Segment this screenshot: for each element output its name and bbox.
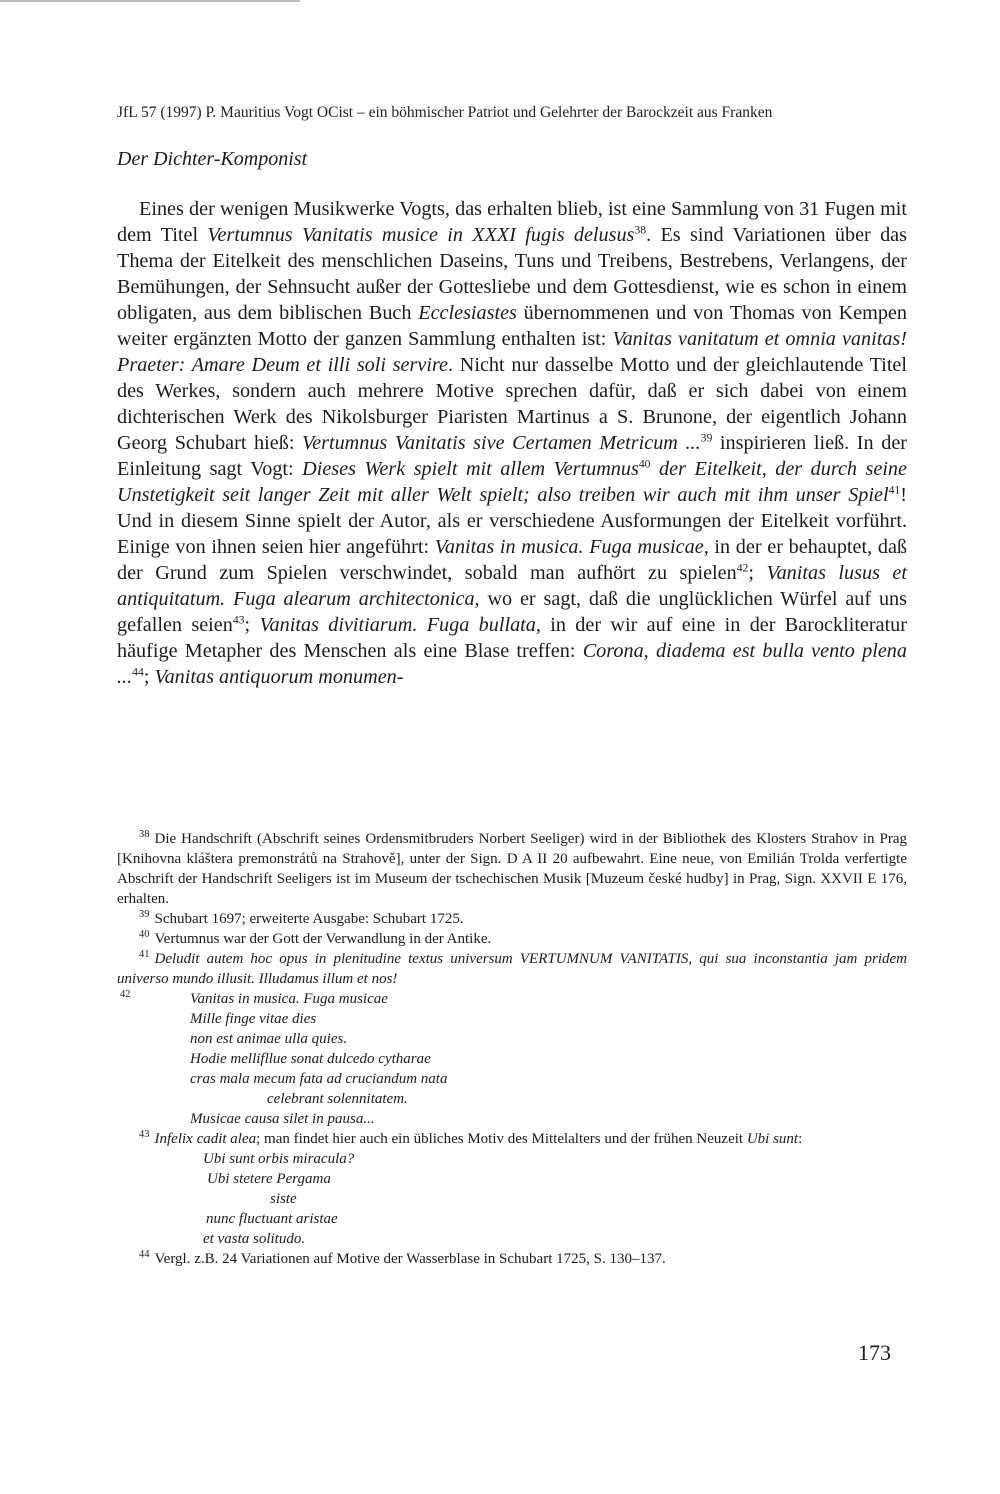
verse-line: Musicae causa silet in pausa... xyxy=(190,1111,375,1127)
body-span: ! Und in diesem Sinne spielt der Autor, als er verschiedene Ausformungen der Eitelkeit vorführt. Einige von ihnen seien hier angeführt: xyxy=(117,484,907,558)
body-span: . Es sind Variationen über das Thema der Eitelkeit des menschlichen Daseins, Tuns und Treibens, Bestrebens, Verlangens, der Bemühungen, der Sehnsucht außer der Gottesliebe und dem Gottesdienst, wie es schon in einem obligaten, aus dem biblischen Buch xyxy=(117,224,907,324)
body-span: , wo er sagt, daß die unglücklichen Würfel auf uns gefallen seien xyxy=(117,588,907,636)
footnote-number: 38 xyxy=(139,829,150,840)
quote: der Eitelkeit, der durch seine Unstetigkeit seit langer Zeit mit aller Welt spielt; also treiben wir auch mit ihm unser Spiel xyxy=(117,458,907,506)
footnote-text: ; man findet hier auch ein übliches Motiv des Mittelalters und der frühen Neuzeit xyxy=(256,1131,747,1147)
body-span: ; xyxy=(244,614,260,636)
verse-line: Hodie mellifllue sonat dulcedo cytharae xyxy=(190,1051,431,1067)
footnote-ref-42[interactable]: 42 xyxy=(736,561,749,575)
body-span: übernommenen und von Thomas von Kempen weiter ergänzten Motto der ganzen Sammlung enthalten ist: xyxy=(117,302,907,350)
verse-line: celebrant solennitatem. xyxy=(267,1091,408,1107)
footnote-text: Vertumnus war der Gott der Verwandlung in der Antike. xyxy=(154,931,492,947)
footnote-text: Deludit autem hoc opus in plenitudine textus universum VERTUMNUM VANITATIS, qui sua inconstantia jam pridem universo mundo illusit. Illudamus illum et nos! xyxy=(117,951,907,987)
footnote-text: Vergl. z.B. 24 Variationen auf Motive der Wasserblase in Schubart 1725, S. 130–137. xyxy=(154,1251,666,1267)
body-span: Eines der wenigen Musikwerke Vogts, das erhalten blieb, ist eine Sammlung von 31 Fugen mit dem Titel xyxy=(117,198,907,246)
verse-line: Ubi sunt orbis miracula? xyxy=(203,1151,355,1167)
footnote-43 xyxy=(117,1129,907,1149)
footnote-quote: Ubi sunt xyxy=(746,1131,799,1147)
footnote-number: 41 xyxy=(139,949,150,960)
footnote-number: 40 xyxy=(139,929,150,940)
footnote-text: : xyxy=(798,1131,803,1147)
footnote-42 xyxy=(117,989,907,1129)
verse-line: cras mala mecum fata ad cruciandum nata xyxy=(190,1071,448,1087)
footnote-number: 44 xyxy=(139,1249,150,1260)
verse-line: et vasta solitudo. xyxy=(203,1231,306,1247)
motto-quote: Vanitas vanitatum et omnia vanitas! Praeter: Amare Deum et illi soli servire xyxy=(117,328,907,376)
work-title: Vertumnus Vanitatis sive Certamen Metricum ... xyxy=(302,432,701,454)
footnotes xyxy=(117,829,907,1269)
fugue-title: Vanitas antiquorum monumen- xyxy=(154,666,404,688)
quote: Dieses Werk spielt mit allem Vertumnus xyxy=(302,458,639,480)
verse-line: Mille finge vitae dies xyxy=(190,1011,317,1027)
section-title: Der Dichter-Komponist xyxy=(117,148,308,170)
work-title: Vertumnus Vanitatis musice in XXXI fugis delusus xyxy=(207,224,635,246)
fugue-title: Vanitas lusus et antiquitatum. Fuga alearum architectonica xyxy=(117,562,907,610)
footnote-quote: Infelix cadit alea xyxy=(154,1131,257,1147)
verse-line: non est animae ulla quies. xyxy=(190,1031,348,1047)
body-span: ; xyxy=(748,562,767,584)
footnote-41 xyxy=(117,949,907,989)
fugue-title: Vanitas divitiarum. Fuga bullata xyxy=(259,614,536,636)
body-span: . Nicht nur dasselbe Motto und der gleichlautende Titel des Werkes, sondern auch mehrere Motive sprechen dafür, daß er sich dabei von einem dichterischen Werk des Nikolsburger Piaristen Martinus a S. Brunone, der eigentlich Johann Georg Schubart hieß: xyxy=(117,354,907,454)
body-span: inspirieren ließ. In der Einleitung sagt Vogt: xyxy=(117,432,908,480)
footnote-ref-38[interactable]: 38 xyxy=(634,223,647,237)
footnote-ref-43[interactable]: 43 xyxy=(232,613,245,627)
verse-line: Vanitas in musica. Fuga musicae xyxy=(190,991,388,1007)
verse-line: nunc fluctuant aristae xyxy=(206,1211,338,1227)
top-edge-rule xyxy=(0,0,300,2)
body-text xyxy=(117,196,907,690)
footnote-ref-44[interactable]: 44 xyxy=(132,665,144,679)
body-span: , in der er behauptet, daß der Grund zum Spielen verschwindet, sobald man aufhört zu spielen xyxy=(117,536,907,584)
quote: Corona, diadema est bulla vento plena ... xyxy=(117,640,907,688)
running-head: JfL 57 (1997) P. Mauritius Vogt OCist – ein böhmischer Patriot und Gelehrter der Barockzeit aus Franken xyxy=(117,104,773,121)
footnote-38 xyxy=(117,829,907,909)
footnote-number: 43 xyxy=(139,1129,150,1140)
verse-line: Ubi stetere Pergama xyxy=(207,1171,331,1187)
fugue-title: Vanitas in musica. Fuga musicae xyxy=(434,536,704,558)
body-span: , in der wir auf eine in der Barockliteratur häufige Metapher des Menschen als eine Blase treffen: xyxy=(117,614,907,662)
footnote-39 xyxy=(117,909,907,929)
poem-head: 42 Vanitas in musica. Fuga musicae xyxy=(120,989,388,1007)
footnote-ref-41[interactable]: 41 xyxy=(888,483,901,497)
page-number: 173 xyxy=(858,1340,891,1365)
footnote-43-verse xyxy=(117,1149,907,1249)
footnote-ref-40[interactable]: 40 xyxy=(638,457,651,471)
book-title: Ecclesiastes xyxy=(418,302,517,324)
footnote-44 xyxy=(117,1249,907,1269)
body-span: ; xyxy=(143,666,155,688)
footnote-text: Schubart 1697; erweiterte Ausgabe: Schubart 1725. xyxy=(154,911,464,927)
footnote-ref-39[interactable]: 39 xyxy=(700,431,713,445)
footnote-text: Die Handschrift (Abschrift seines Ordensmitbruders Norbert Seeliger) wird in der Bibliothek des Klosters Strahov in Prag [Knihovna kláštera premonstrátů na Strahově], unter der Sign. D A II 20 aufbewahrt. Eine neue, von Emilián Trolda verfertigte Abschrift der Handschrift Seeligers ist im Museum der tschechischen Musik [Muzeum české hudby] in Prag, Sign. XXVII E 176, erhalten. xyxy=(117,831,907,907)
verse-line: siste xyxy=(270,1191,297,1207)
footnote-number: 39 xyxy=(139,909,150,920)
footnote-40 xyxy=(117,929,907,949)
body-paragraph xyxy=(117,196,907,690)
